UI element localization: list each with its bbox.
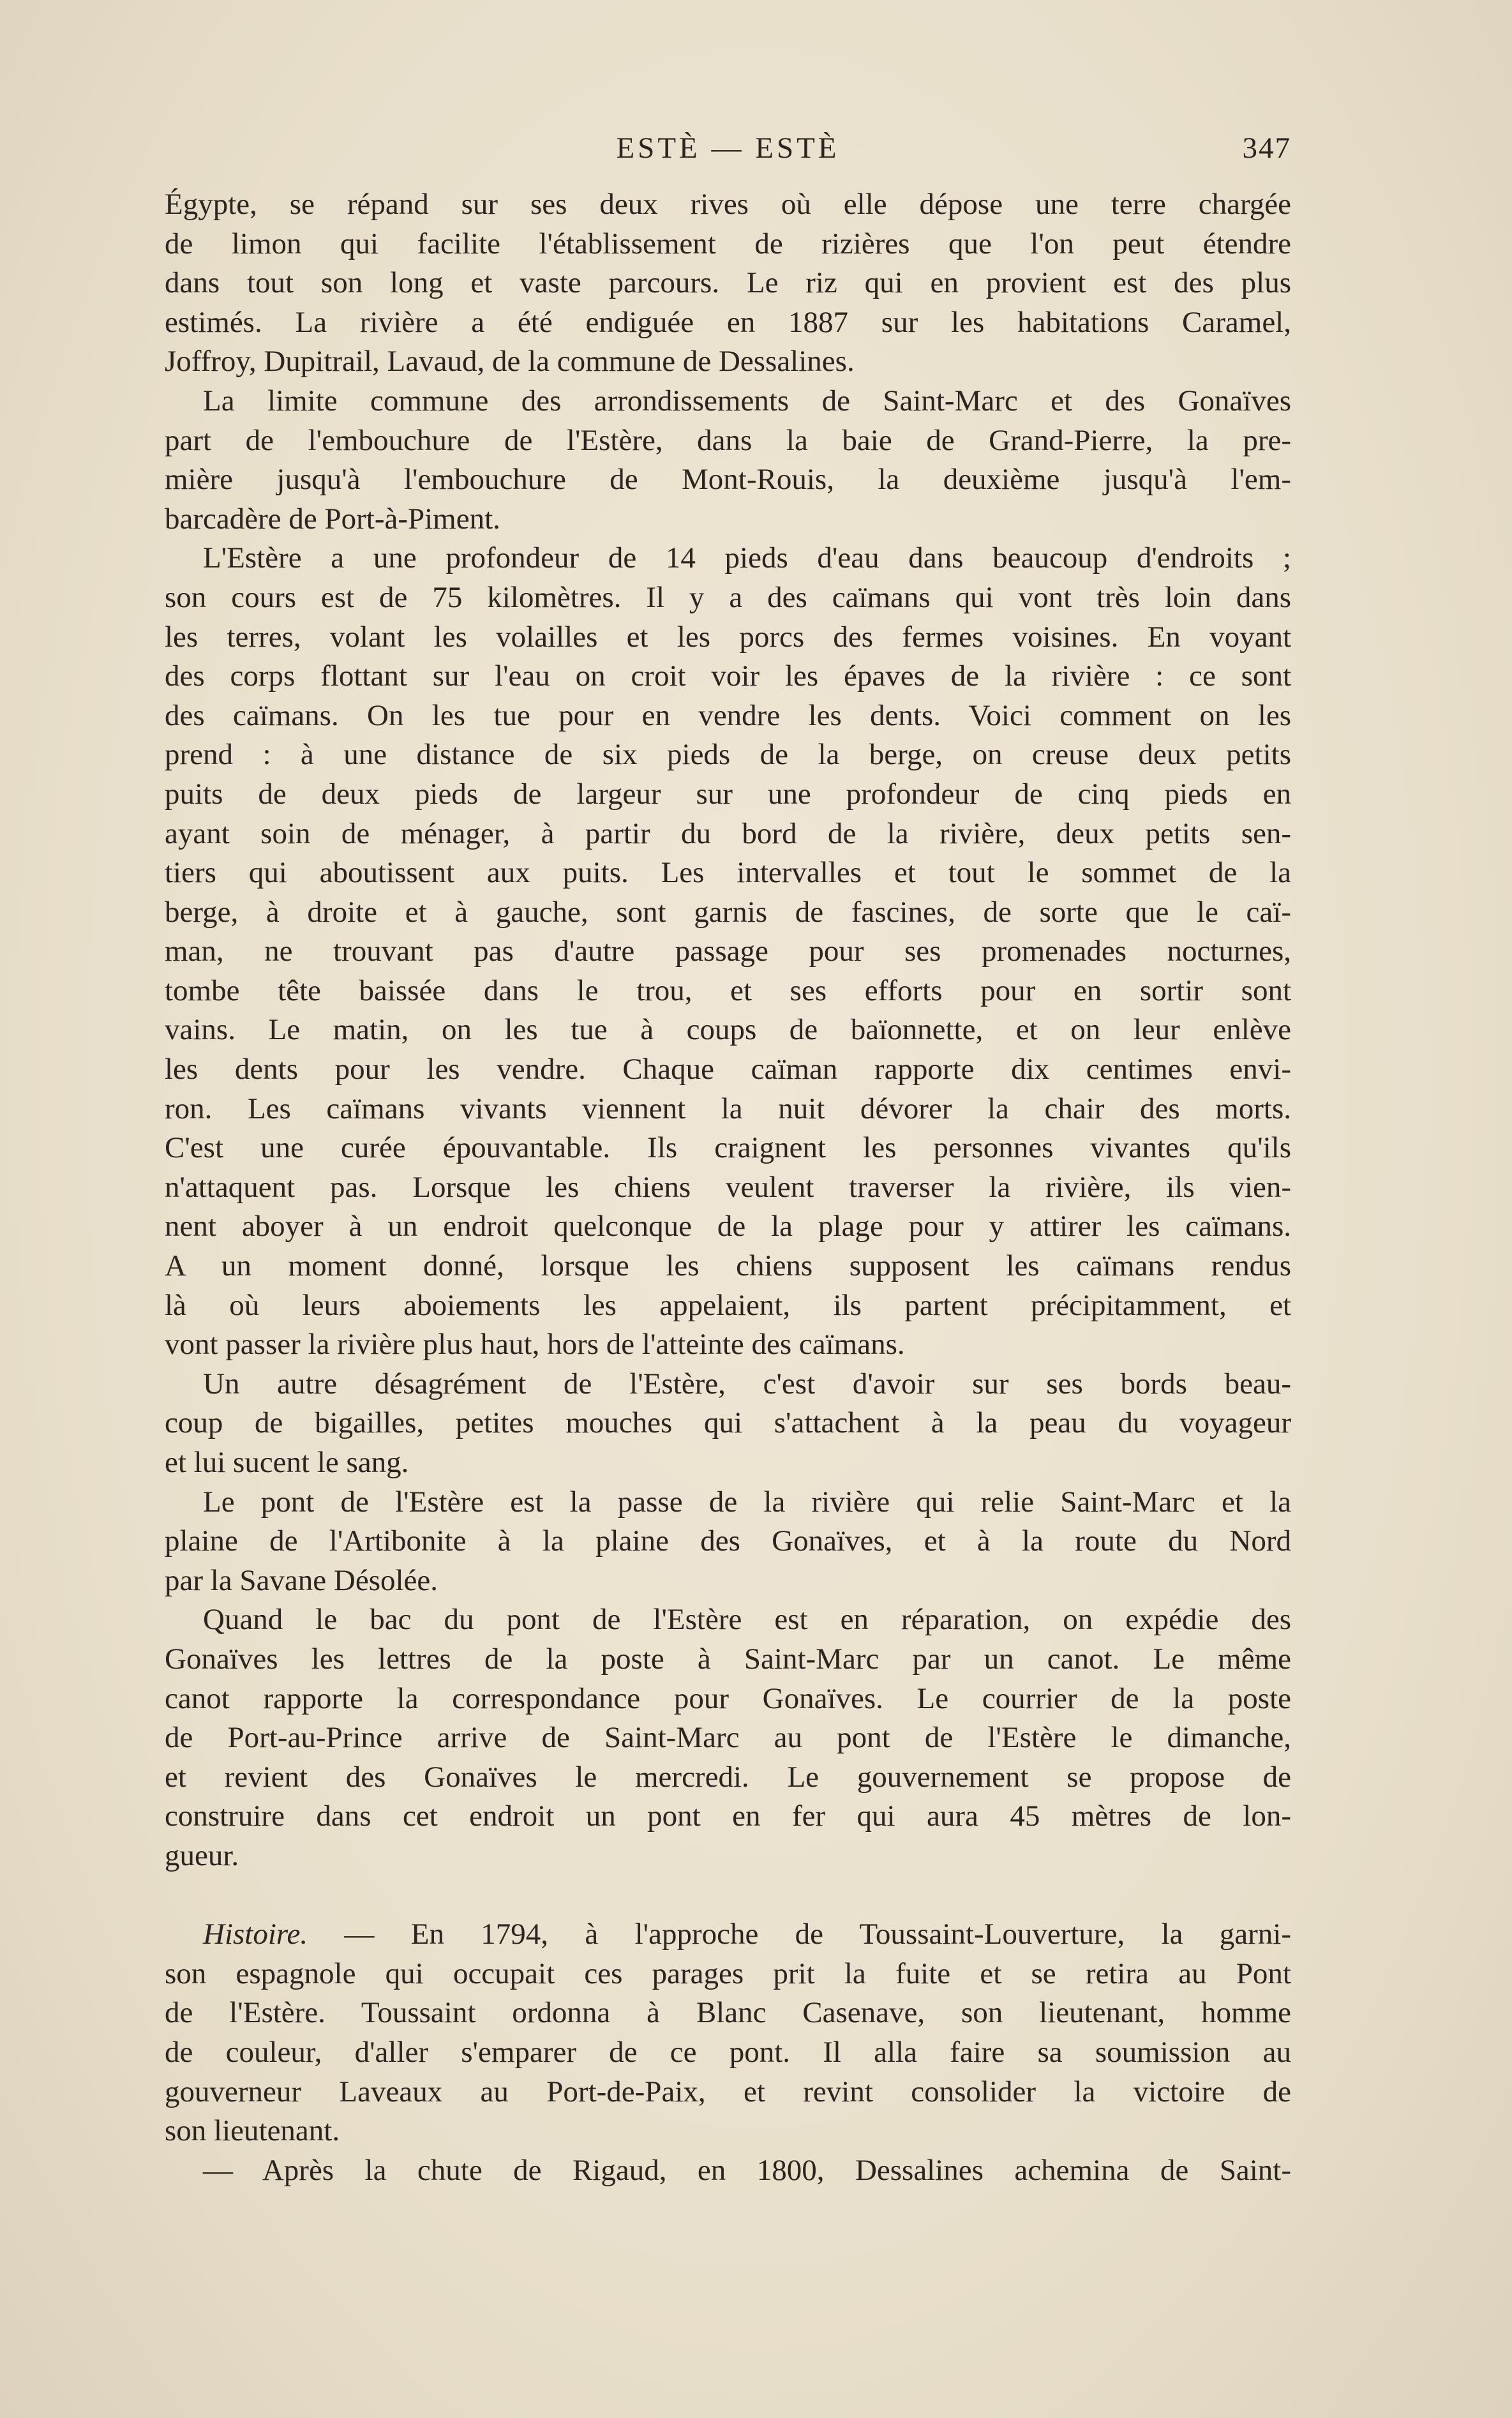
text-line: de limon qui facilite l'établissement de rizières que l'on peut étendre xyxy=(165,227,1291,260)
text-line: ayant soin de ménager, à partir du bord de la rivière, deux petits sen- xyxy=(165,816,1291,850)
text-line: son espagnole qui occupait ces parages prit la fuite et se retira au Pont xyxy=(165,1956,1291,1990)
text-line: de l'Estère. Toussaint ordonna à Blanc Casenave, son lieutenant, homme xyxy=(165,1996,1291,2030)
paragraph xyxy=(165,1483,1291,1601)
text-line: là où leurs aboiements les appelaient, ils partent précipitamment, et xyxy=(165,1288,1291,1322)
text-line: les terres, volant les volailles et les porcs des fermes voisines. En voyant xyxy=(165,620,1291,654)
running-head: ESTÈ — ESTÈ xyxy=(616,131,840,165)
history-label: Histoire. xyxy=(203,1918,308,1951)
text-line: et revient des Gonaïves le mercredi. Le gouvernement se propose de xyxy=(165,1760,1291,1794)
text-line: de couleur, d'aller s'emparer de ce pont. Il alla faire sa soumission au xyxy=(165,2035,1291,2069)
text-line: Un autre désagrément de l'Estère, c'est d'avoir sur ses bords beau- xyxy=(203,1367,1291,1400)
text-line: L'Estère a une profondeur de 14 pieds d'eau dans beaucoup d'endroits ; xyxy=(203,541,1291,575)
history-first-line: — En 1794, à l'approche de Toussaint-Louverture, la garni- xyxy=(308,1918,1291,1951)
text-line: prend : à une distance de six pieds de la berge, on creuse deux petits xyxy=(165,738,1291,772)
text-line: ron. Les caïmans vivants viennent la nuit dévorer la chair des morts. xyxy=(165,1092,1291,1125)
paragraph xyxy=(165,1365,1291,1483)
text-line: A un moment donné, lorsque les chiens supposent les caïmans rendus xyxy=(165,1249,1291,1283)
text-line: Joffroy, Dupitrail, Lavaud, de la commune de Dessalines. xyxy=(165,345,855,379)
text-line: les dents pour les vendre. Chaque caïman rapporte dix centimes envi- xyxy=(165,1053,1291,1086)
text-line: et lui sucent le sang. xyxy=(165,1446,409,1479)
text-line: C'est une curée épouvantable. Ils craignent les personnes vivantes qu'ils xyxy=(165,1131,1291,1165)
text-line: Gonaïves les lettres de la poste à Saint-Marc par un canot. Le même xyxy=(165,1642,1291,1676)
text-line: gouverneur Laveaux au Port-de-Paix, et revint consolider la victoire de xyxy=(165,2075,1291,2108)
text-line: de Port-au-Prince arrive de Saint-Marc au pont de l'Estère le dimanche, xyxy=(165,1721,1291,1755)
text-line: canot rapporte la correspondance pour Gonaïves. Le courrier de la poste xyxy=(165,1681,1291,1715)
text-line: barcadère de Port-à-Piment. xyxy=(165,502,500,536)
paragraph xyxy=(165,1600,1291,1875)
text-line xyxy=(165,1915,1291,1955)
text-line: man, ne trouvant pas d'autre passage pour ses promenades nocturnes, xyxy=(165,935,1291,968)
text-line: dans tout son long et vaste parcours. Le riz qui en provient est des plus xyxy=(165,266,1291,300)
text-line: vains. Le matin, on les tue à coups de baïonnette, et on leur enlève xyxy=(165,1013,1291,1047)
text-line: coup de bigailles, petites mouches qui s'attachent à la peau du voyageur xyxy=(165,1406,1291,1440)
text-line: plaine de l'Artibonite à la plaine des Gonaïves, et à la route du Nord xyxy=(165,1524,1291,1558)
text-line: son lieutenant. xyxy=(165,2114,340,2148)
text-line: La limite commune des arrondissements de Saint-Marc et des Gonaïves xyxy=(203,384,1291,417)
text-line: puits de deux pieds de largeur sur une profondeur de cinq pieds en xyxy=(165,777,1291,811)
text-line: n'attaquent pas. Lorsque les chiens veulent traverser la rivière, ils vien- xyxy=(165,1170,1291,1204)
text-line: des caïmans. On les tue pour en vendre les dents. Voici comment on les xyxy=(165,698,1291,732)
text-line: berge, à droite et à gauche, sont garnis de fascines, de sorte que le caï- xyxy=(165,895,1291,929)
text-line: son cours est de 75 kilomètres. Il y a des caïmans qui vont très loin dans xyxy=(165,580,1291,614)
text-line: estimés. La rivière a été endiguée en 1887 sur les habitations Caramel, xyxy=(165,305,1291,339)
text-line: mière jusqu'à l'embouchure de Mont-Rouis, la deuxième jusqu'à l'em- xyxy=(165,463,1291,497)
page-header xyxy=(165,131,1291,176)
paragraph xyxy=(165,185,1291,382)
text-line: nent aboyer à un endroit quelconque de la plage pour y attirer les caïmans. xyxy=(165,1210,1291,1243)
text-line: construire dans cet endroit un pont en fer qui aura 45 mètres de lon- xyxy=(165,1799,1291,1833)
text-line: — Après la chute de Rigaud, en 1800, Dessalines achemina de Saint- xyxy=(203,2153,1291,2187)
section-gap xyxy=(165,1876,1291,1916)
text-line: part de l'embouchure de l'Estère, dans la baie de Grand-Pierre, la pre- xyxy=(165,423,1291,457)
text-line: par la Savane Désolée. xyxy=(165,1563,438,1597)
page-number: 347 xyxy=(1242,131,1291,165)
text-line: vont passer la rivière plus haut, hors de l'atteinte des caïmans. xyxy=(165,1328,905,1362)
text-line: tiers qui aboutissent aux puits. Les intervalles et tout le sommet de la xyxy=(165,856,1291,890)
paragraph xyxy=(165,539,1291,1364)
text-line: Le pont de l'Estère est la passe de la rivière qui relie Saint-Marc et la xyxy=(203,1485,1291,1519)
text-line: Quand le bac du pont de l'Estère est en réparation, on expédie des xyxy=(203,1603,1291,1637)
text-line: tombe tête baissée dans le trou, et ses efforts pour en sortir sont xyxy=(165,973,1291,1007)
text-line: Égypte, se répand sur ses deux rives où elle dépose une terre chargée xyxy=(165,188,1291,221)
text-line: gueur. xyxy=(165,1838,239,1872)
paragraph xyxy=(165,382,1291,539)
text-line: des corps flottant sur l'eau on croit voir les épaves de la rivière : ce sont xyxy=(165,659,1291,693)
history-section xyxy=(165,1915,1291,2190)
body-text xyxy=(165,185,1291,2190)
